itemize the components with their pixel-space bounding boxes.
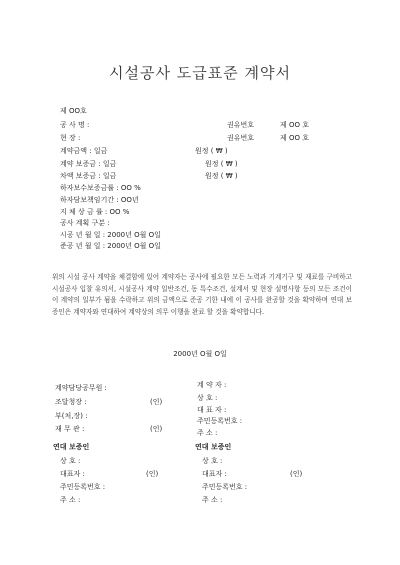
site-label: 현 장 : [60, 134, 81, 142]
contractor-label: 계 약 자 : [197, 381, 227, 389]
contractor-rep-label: 대 표 자 : [197, 406, 227, 414]
contractor-addr-label: 주 소 : [197, 429, 218, 437]
license1-label: 권유번호 [227, 121, 255, 129]
contract-number: 제 OO호 [60, 107, 87, 115]
contract-amount-unit: 원정 ( ₩ ) [195, 147, 228, 155]
warranty-period: 하자담보책임기간 : OO년 [60, 196, 139, 204]
contractor-id-label: 주민등록번호 : [197, 417, 243, 425]
contractor-company-label: 상 호 : [197, 394, 218, 402]
guarantor2-id-label: 주민등록번호 : [202, 483, 248, 491]
guarantor1-id-label: 주민등록번호 : [60, 483, 106, 491]
license2-label: 권유번호 [227, 134, 255, 142]
guarantor1-seal: (인) [146, 470, 159, 478]
procurement-seal: (인) [150, 398, 163, 406]
finance-label: 재 무 관 : [55, 425, 85, 433]
license2-number: 제 OO 호 [280, 134, 309, 142]
contract-amount-label: 계약금액 : 일금 [60, 147, 108, 155]
guarantor2-seal: (인) [290, 470, 303, 478]
guarantor1-heading: 연대 보증인 [53, 443, 90, 451]
deposit-label: 계약 보증금 : 일금 [60, 160, 117, 168]
diff-deposit-label: 차액 보증금 : 일금 [60, 172, 117, 180]
diff-deposit-unit: 원정 ( ₩ ) [205, 172, 238, 180]
document-title: 시설공사 도급표준 계약서 [109, 64, 291, 82]
guarantor2-addr-label: 주 소 : [202, 496, 223, 504]
contract-body-text: 위의 시설 공사 계약을 체결함에 있어 계약자는 공사에 필요한 모든 노력과 기계기구 및 재료를 구비하고 시설공사 입찰 유의서, 시설공사 계약 일반조건, 동 특수조건, 설계서 및 현장 설명사항 등의 모든 조건이 이 계약의 일부가 됨을 수락하고 위의 금액으로 준공 기한 내에 이 공사를 완공할 것을 확약하며 연대 보증인은 계약자와 연대하여 계약상의 의무 이행을 완료 할 것을 확약합니다. [52, 273, 352, 316]
procurement-label: 조달청장 : [55, 398, 87, 406]
license1-number: 제 OO 호 [280, 121, 309, 129]
finance-seal: (인) [150, 425, 163, 433]
guarantor1-company-label: 상 호 : [60, 457, 81, 465]
deposit-unit: 원정 ( ₩ ) [205, 160, 238, 168]
official-label: 계약담당공무원 : [55, 384, 107, 392]
project-name-label: 공 사 명 : [60, 121, 90, 129]
plan-category: 공사 계획 구분 : [60, 219, 110, 227]
guarantor2-rep-label: 대표자 : [202, 470, 227, 478]
guarantor2-company-label: 상 호 : [202, 457, 223, 465]
guarantor2-heading: 연대 보증인 [195, 443, 232, 451]
start-date: 시공 년 월 일 : 2000년 O월 O일 [60, 231, 161, 239]
guarantor1-rep-label: 대표자 : [60, 470, 85, 478]
dept-label: 부(처,장) : [55, 412, 88, 420]
delay-rate: 지 체 상 금 률 : OO % [60, 208, 130, 216]
completion-date: 준공 년 월 일 : 2000년 O월 O일 [60, 242, 161, 250]
guarantor1-addr-label: 주 소 : [60, 496, 81, 504]
contract-date: 2000년 O월 O일 [173, 350, 227, 358]
subcontract-rate: 하자보수보증금률 : OO % [60, 184, 141, 192]
